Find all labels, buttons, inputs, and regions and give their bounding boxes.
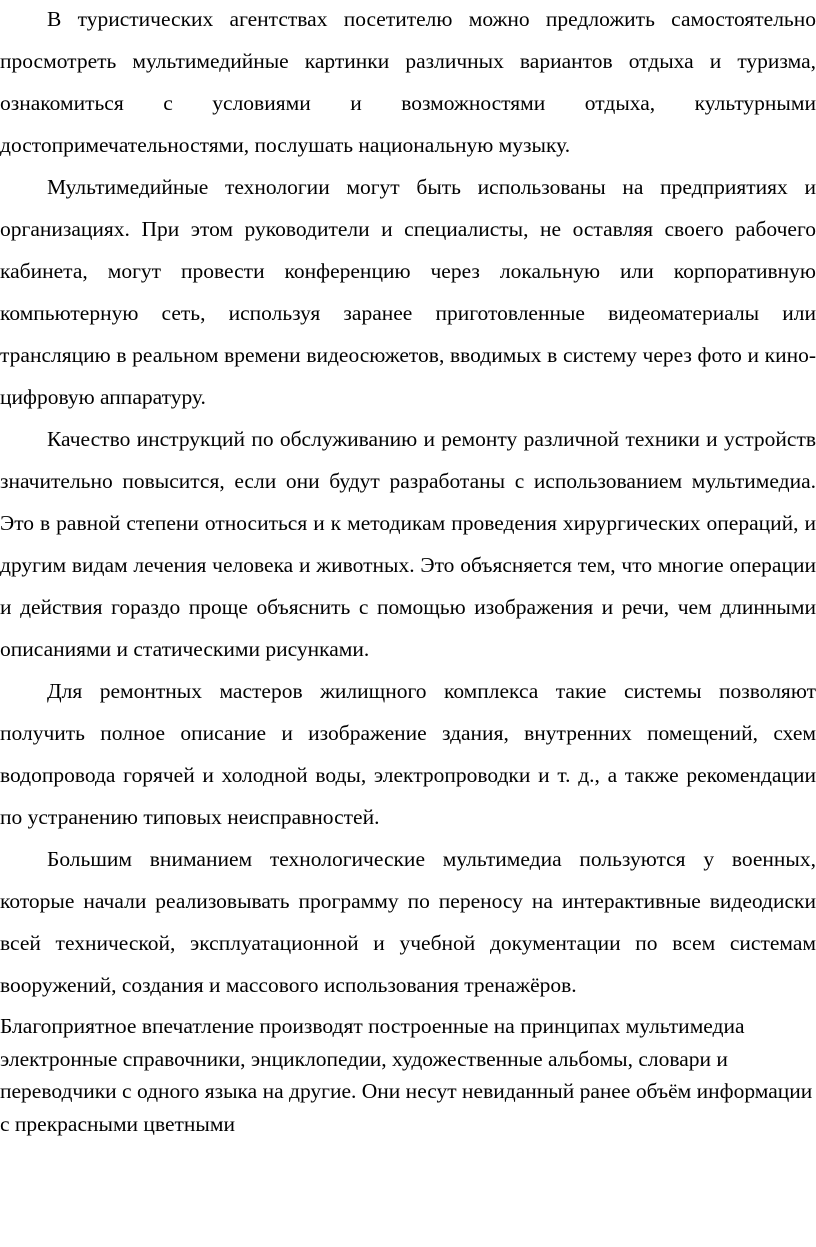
paragraph-instructions: Качество инструкций по обслуживанию и ремонту различной техники и устройств значительно повысится, если они будут разработаны с использованием мультимедиа. Это в равной степени относиться и к методикам проведения хирургических операций, и другим видам лечения человека и животных. Это объясняется тем, что многие операции и действия гораздо проще объяснить с помощью изображения и речи, чем длинными описаниями и статическими рисунками.: [0, 427, 816, 661]
paragraph-reference-books: Благоприятное впечатление производят построенные на принципах мультимедиа электронные справочники, энциклопедии, художественные альбомы, словари и переводчики с одного языка на другие. Они несут невиданный ранее объём информации с прекрасными цветными: [0, 1014, 813, 1136]
paragraph-enterprises: Мультимедийные технологии могут быть использованы на предприятиях и организациях. При этом руководители и специалисты, не оставляя своего рабочего кабинета, могут провести конференцию через локальную или корпоративную компьютерную сеть, используя заранее приготовленные видеоматериалы или трансляцию в реальном времени видеосюжетов, вводимых в систему через фото и кино-цифровую аппаратуру.: [0, 175, 816, 409]
paragraph-tourism: В туристических агентствах посетителю можно предложить самостоятельно просмотреть мультимедийные картинки различных вариантов отдыха и туризма, ознакомиться с условиями и возможностями отдыха, культурными достопримечательностями, послушать национальную музыку.: [0, 7, 816, 157]
paragraph-military: Большим вниманием технологические мультимедиа пользуются у военных, которые начали реализовывать программу по переносу на интерактивные видеодиски всей технической, эксплуатационной и учебной документации по всем системам вооружений, создания и массового использования тренажёров.: [0, 847, 816, 997]
paragraph-repair-masters: Для ремонтных мастеров жилищного комплекса такие системы позволяют получить полное описание и изображение здания, внутренних помещений, схем водопровода горячей и холодной воды, электропроводки и т. д., а также рекомендации по устранению типовых неисправностей.: [0, 679, 816, 829]
